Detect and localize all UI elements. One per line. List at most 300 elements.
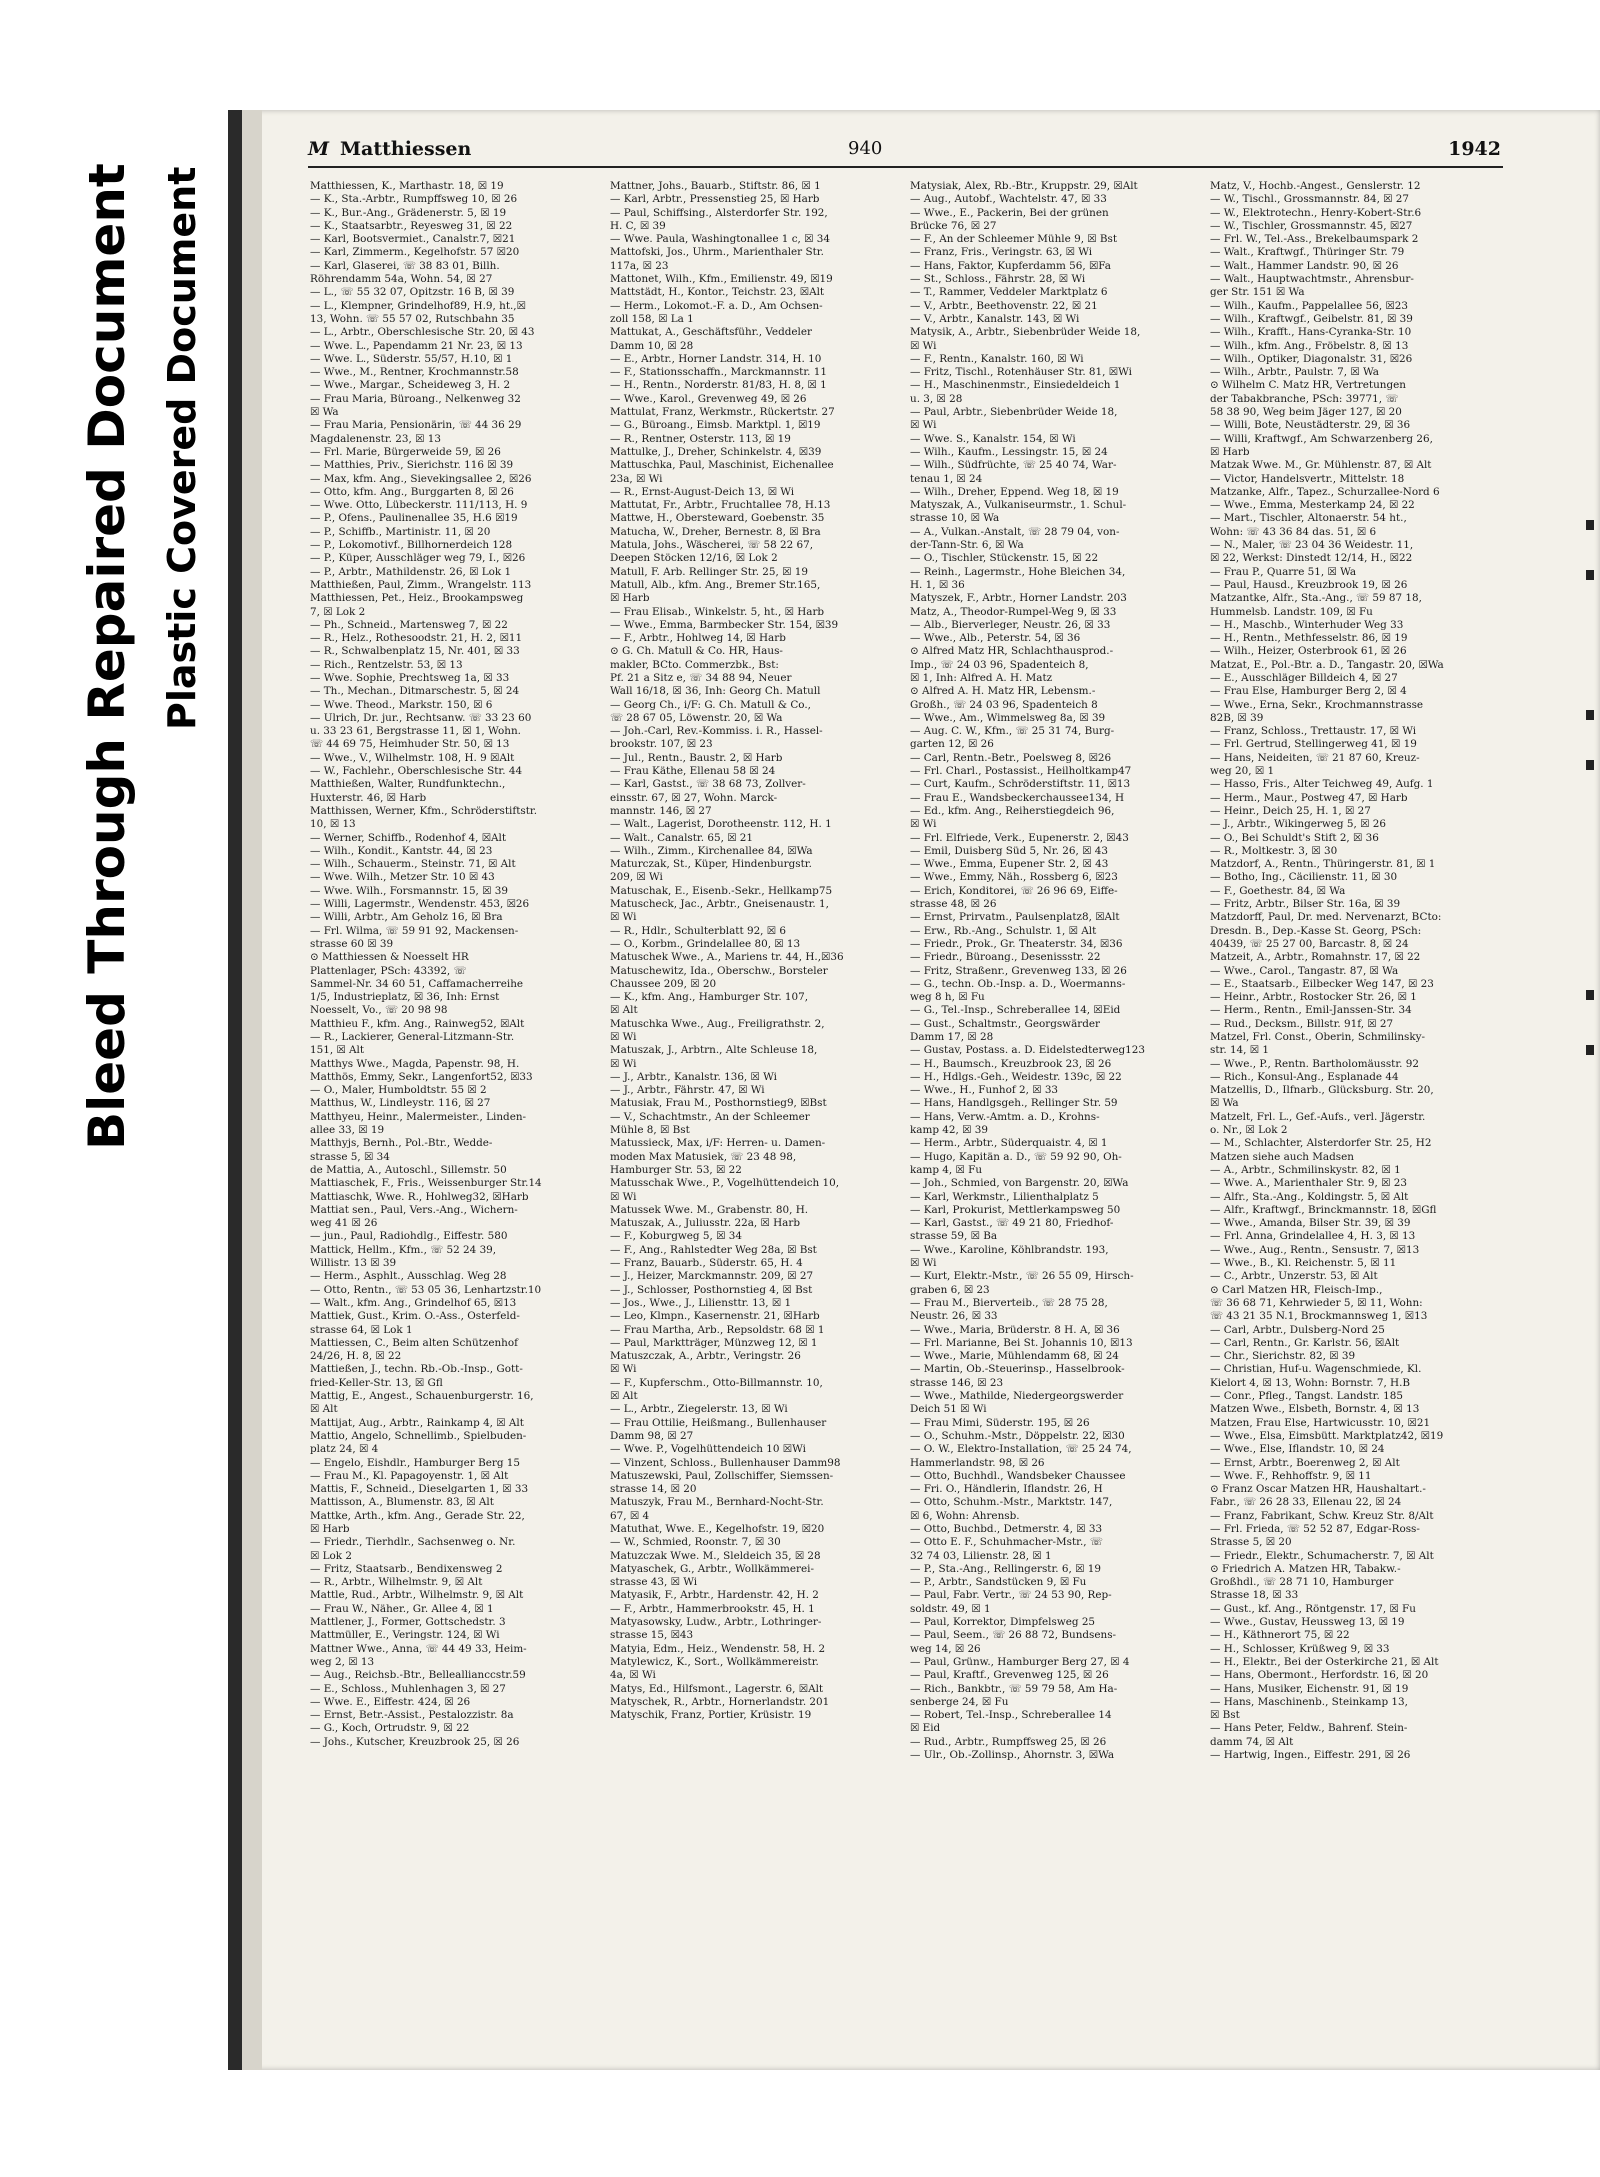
directory-entry-line: — Wwe., M., Rentner, Krochmannstr.58 bbox=[310, 366, 519, 379]
directory-entry-line: — Frau M., Kl. Papagoyenstr. 1, ☒ Alt bbox=[310, 1469, 509, 1482]
directory-entry-line: u. 33 23 61, Bergstrasse 11, ☒ 1, Wohn. bbox=[310, 725, 521, 738]
directory-entry-line: senberge 24, ☒ Fu bbox=[910, 1695, 1009, 1708]
directory-entry-line: Huxterstr. 46, ☒ Harb bbox=[310, 791, 427, 804]
directory-entry-line: Matuschak, E., Eisenb.-Sekr., Hellkamp75 bbox=[610, 884, 833, 897]
directory-entry-line: graben 6, ☒ 23 bbox=[910, 1283, 990, 1296]
directory-entry-line: 82B, ☒ 39 bbox=[1210, 711, 1264, 724]
directory-column-3 bbox=[910, 180, 1196, 2040]
directory-entry-line: — Frau Maria, Pensionärin, ☏ 44 36 29 bbox=[310, 419, 522, 432]
directory-entry-line: Matthießen, Paul, Zimm., Wrangelstr. 113 bbox=[310, 578, 532, 591]
directory-entry-line: Mattiek, Gust., Krim. O.-Ass., Osterfeld- bbox=[310, 1310, 520, 1323]
directory-entry-line: — Herm., Asphlt., Ausschlag. Weg 28 bbox=[310, 1270, 507, 1283]
directory-entry-line: Matthyjs, Bernh., Pol.-Btr., Wedde- bbox=[310, 1137, 493, 1150]
directory-entry-line: — H., Rentn., Norderstr. 81/83, H. 8, ☒ 1 bbox=[610, 379, 827, 392]
directory-entry-line: Matzellis, D., Ilfnarb., Glücksburg. Str. 20, bbox=[1210, 1084, 1434, 1097]
directory-entry-line: — H., Käthnerort 75, ☒ 22 bbox=[1210, 1629, 1350, 1642]
directory-entry-line: — Wwe., Aug., Rentn., Sensustr. 7, ☒13 bbox=[1210, 1243, 1420, 1256]
directory-entry-line: — Wwe., Alb., Peterstr. 54, ☒ 36 bbox=[910, 632, 1081, 645]
directory-entry-line: Matzen, Frau Else, Hartwicusstr. 10, ☒21 bbox=[1210, 1416, 1431, 1429]
directory-entry-line: — Frl. Frieda, ☏ 52 52 87, Edgar-Ross- bbox=[1210, 1522, 1420, 1535]
directory-entry-line: — Joh., Schmied, von Bargenstr. 20, ☒Wa bbox=[910, 1177, 1129, 1190]
directory-entry-line: Mattke, Arth., kfm. Ang., Gerade Str. 22, bbox=[310, 1509, 525, 1522]
directory-entry-line: 13, Wohn. ☏ 55 57 02, Rutschbahn 35 bbox=[310, 312, 515, 325]
repaired-document-label: Repaired Document bbox=[78, 163, 136, 721]
directory-entry-line: — Frau Mimi, Süderstr. 195, ☒ 26 bbox=[910, 1416, 1090, 1429]
directory-entry-line: — Conr., Pfleg., Tangst. Landstr. 185 bbox=[1210, 1390, 1403, 1403]
directory-entry-line: Matz, A., Theodor-Rumpel-Weg 9, ☒ 33 bbox=[910, 605, 1117, 618]
binding-gutter bbox=[228, 110, 242, 2070]
directory-entry-line: weg 41 ☒ 26 bbox=[310, 1217, 378, 1230]
directory-entry-line: — Ph., Schneid., Martensweg 7, ☒ 22 bbox=[310, 618, 508, 631]
directory-entry-line: — Heinr., Deich 25, H. 1, ☒ 27 bbox=[1210, 804, 1371, 817]
directory-entry-line: — Matthies, Priv., Sierichstr. 116 ☒ 39 bbox=[310, 459, 514, 472]
directory-entry-line: Matz, V., Hochb.-Angest., Genslerstr. 12 bbox=[1210, 180, 1421, 192]
directory-entry-line: — Wwe. P., Vogelhüttendeich 10 ☒Wi bbox=[610, 1443, 806, 1456]
directory-entry-line: Mattle, Rud., Arbtr., Wilhelmstr. 9, ☒ Alt bbox=[310, 1589, 524, 1602]
directory-entry-line: — O., Tischler, Stückenstr. 15, ☒ 22 bbox=[910, 552, 1099, 565]
directory-entry-line: ger Str. 151 ☒ Wa bbox=[1210, 286, 1305, 299]
directory-entry-line: kamp 4, ☒ Fu bbox=[910, 1163, 983, 1176]
directory-entry-line: — Hans, Faktor, Kupferdamm 56, ☒Fa bbox=[910, 259, 1111, 272]
directory-entry-line: Matuszewski, Paul, Zollschiffer, Siemssen- bbox=[610, 1469, 834, 1482]
directory-entry-line: — Wwe., E., Packerin, Bei der grünen bbox=[910, 206, 1109, 219]
directory-entry-line: — F., Ang., Rahlstedter Weg 28a, ☒ Bst bbox=[610, 1243, 817, 1256]
directory-entry-line: — Paul, Korrektor, Dimpfelsweg 25 bbox=[910, 1616, 1096, 1629]
directory-entry-line: — Frau M., Bierverteib., ☏ 28 75 28, bbox=[910, 1296, 1108, 1309]
directory-entry-line: — Botho, Ing., Cäcilienstr. 11, ☒ 30 bbox=[1210, 871, 1398, 884]
directory-entry-line: Hammerlandstr. 98, ☒ 26 bbox=[910, 1456, 1045, 1469]
directory-entry-line: — Wwe. Wilh., Metzer Str. 10 ☒ 43 bbox=[310, 871, 495, 884]
directory-entry-line: Mattiaschk, Wwe. R., Hohlweg32, ☒Harb bbox=[310, 1190, 529, 1203]
directory-entry-line: — H., Hdlgs.-Geh., Weidestr. 139c, ☒ 22 bbox=[910, 1070, 1122, 1083]
directory-entry-line: — Robert, Tel.-Insp., Schreberallee 14 bbox=[910, 1709, 1112, 1722]
directory-entry-line: — E., Schloss., Muhlenhagen 3, ☒ 27 bbox=[310, 1682, 506, 1695]
directory-entry-line: — F., Goethestr. 84, ☒ Wa bbox=[1210, 884, 1346, 897]
directory-entry-line: — Wwe., V., Wilhelmstr. 108, H. 9 ☒Alt bbox=[310, 751, 515, 764]
directory-entry-line: — Vinzent, Schloss., Bullenhauser Damm98 bbox=[610, 1456, 841, 1469]
directory-entry-line: ☒ Wi bbox=[610, 1057, 637, 1070]
directory-entry-line: Matuscheck, Jac., Arbtr., Gneisenaustr. 1, bbox=[610, 898, 829, 911]
directory-entry-line: — Otto E. F., Schuhmacher-Mstr., ☏ bbox=[910, 1536, 1103, 1549]
directory-entry-line: Matys, Ed., Hilfsmont., Lagerstr. 6, ☒Alt bbox=[610, 1682, 824, 1695]
directory-entry-line: ☒ Wi bbox=[610, 1031, 637, 1043]
plastic-covered-label: Plastic Covered Document bbox=[160, 166, 204, 730]
directory-entry-line: — Paul, Marktträger, Münzweg 12, ☒ 1 bbox=[610, 1336, 818, 1349]
directory-entry-line: — Karl, Gastst., ☏ 38 68 73, Zollver- bbox=[610, 778, 806, 791]
directory-entry-line: ☒ Harb bbox=[610, 592, 650, 605]
directory-entry-line: Mattutat, Fr., Arbtr., Fruchtallee 78, H.13 bbox=[610, 499, 831, 512]
directory-entry-line: — Otto, kfm. Ang., Burggarten 8, ☒ 26 bbox=[310, 485, 514, 498]
directory-entry-line: Matzen Wwe., Elsbeth, Bornstr. 4, ☒ 13 bbox=[1210, 1403, 1420, 1416]
directory-entry-line: — Friedr., Elektr., Schumacherstr. 7, ☒ Alt bbox=[1210, 1549, 1434, 1562]
directory-entry-line: — Walt., kfm. Ang., Grindelhof 65, ☒13 bbox=[310, 1296, 517, 1309]
directory-entry-line: Chaussee 209, ☒ 20 bbox=[610, 977, 717, 990]
directory-entry-line: — Wilh., Kraftwgf., Geibelstr. 81, ☒ 39 bbox=[1210, 312, 1413, 325]
directory-entry-line: — R., Rentner, Osterstr. 113, ☒ 19 bbox=[610, 432, 791, 445]
directory-entry-line: — Georg Ch., i/F: G. Ch. Matull & Co., bbox=[610, 698, 811, 711]
directory-entry-line: Magdalenenstr. 23, ☒ 13 bbox=[310, 432, 441, 445]
directory-entry-line: — W., Fachlehr., Oberschlesische Str. 44 bbox=[310, 765, 523, 778]
directory-entry-line: — Walt., Canalstr. 65, ☒ 21 bbox=[610, 831, 754, 844]
directory-entry-line: — R., Hdlr., Schulterblatt 92, ☒ 6 bbox=[610, 924, 787, 937]
directory-entry-line: — H., Schlosser, Krüßweg 9, ☒ 33 bbox=[1210, 1642, 1390, 1655]
directory-entry-line: — Gust., Schaltmstr., Georgswärder bbox=[910, 1017, 1100, 1030]
directory-entry-line: — Leo, Klmpn., Kasernenstr. 21, ☒Harb bbox=[610, 1310, 820, 1323]
directory-entry-line: — C., Arbtr., Unzerstr. 53, ☒ Alt bbox=[1210, 1270, 1378, 1283]
directory-entry-line: ☒ 6, Wohn: Ahrensb. bbox=[910, 1509, 1020, 1522]
directory-entry-line: mannstr. 146, ☒ 27 bbox=[610, 804, 712, 817]
directory-entry-line: — Frau Ottilie, Heißmang., Bullenhauser bbox=[610, 1416, 827, 1429]
directory-entry-line: — Wwe., Emmy, Näh., Rossberg 6, ☒23 bbox=[910, 871, 1118, 884]
directory-entry-line: — Friedr., Tierhdlr., Sachsenweg o. Nr. bbox=[310, 1536, 516, 1549]
directory-entry-line: — Willi, Arbtr., Am Geholz 16, ☒ Bra bbox=[310, 911, 503, 924]
directory-entry-line: de Mattia, A., Autoschl., Sillemstr. 50 bbox=[310, 1163, 507, 1176]
directory-entry-line: Mattlener, J., Former, Gottschedstr. 3 bbox=[310, 1616, 506, 1629]
directory-entry-line: Matylewicz, K., Sort., Wollkämmereistr. bbox=[610, 1655, 819, 1668]
directory-entry-line: Matthös, Emmy, Sekr., Langenfort52, ☒33 bbox=[310, 1070, 533, 1083]
directory-entry-line: — Wwe. L., Papendamm 21 Nr. 23, ☒ 13 bbox=[310, 339, 523, 352]
directory-entry-line: — L., Arbtr., Oberschlesische Str. 20, ☒ 43 bbox=[310, 326, 535, 339]
directory-entry-line: — Rich., Rentzelstr. 53, ☒ 13 bbox=[310, 658, 463, 671]
directory-entry-line: — Frau Maria, Büroang., Nelkenweg 32 bbox=[310, 392, 521, 405]
directory-entry-line: Matuschka Wwe., Aug., Freiligrathstr. 2, bbox=[610, 1017, 825, 1030]
directory-entry-line: 10, ☒ 13 bbox=[310, 818, 356, 831]
directory-entry-line: zoll 158, ☒ La 1 bbox=[610, 312, 694, 325]
directory-entry-line: strasse 14, ☒ 20 bbox=[610, 1483, 697, 1496]
directory-entry-line: — Wwe., Amanda, Bilser Str. 39, ☒ 39 bbox=[1210, 1217, 1411, 1230]
directory-entry-line: — Ernst, Betr.-Assist., Pestalozzistr. 8a bbox=[310, 1709, 514, 1722]
directory-entry-line: ☒ Wi bbox=[610, 1190, 637, 1203]
directory-entry-line: Matussek Wwe. M., Grabenstr. 80, H. bbox=[610, 1203, 809, 1216]
directory-entry-line: — G., techn. Ob.-Insp. a. D., Woermanns- bbox=[910, 977, 1126, 990]
directory-entry-line: — Karl, Arbtr., Pressenstieg 25, ☒ Harb bbox=[610, 193, 820, 206]
directory-entry-line: — Paul, Hausd., Kreuzbrook 19, ☒ 26 bbox=[1210, 578, 1408, 591]
directory-entry-line: ☒ 22, Werkst: Dinstedt 12/14, H., ☒22 bbox=[1210, 552, 1413, 565]
directory-entry-line: Matusiak, Frau M., Posthornstieg9, ☒Bst bbox=[610, 1097, 827, 1110]
directory-entry-line: — J., Arbtr., Wikingerweg 5, ☒ 26 bbox=[1210, 818, 1386, 831]
directory-entry-line: — F., Rentn., Kanalstr. 160, ☒ Wi bbox=[910, 352, 1084, 365]
directory-entry-line: Pf. 21 a Sitz e, ☏ 34 88 94, Neuer bbox=[610, 671, 792, 684]
directory-entry-line: Mattofski, Jos., Uhrm., Marienthaler Str. bbox=[610, 246, 824, 259]
directory-entry-line: allee 33, ☒ 19 bbox=[310, 1124, 385, 1137]
directory-entry-line: weg 20, ☒ 1 bbox=[1210, 765, 1275, 778]
directory-entry-line: — Jul., Rentn., Baustr. 2, ☒ Harb bbox=[610, 751, 783, 764]
directory-entry-line: strasse 5, ☒ 34 bbox=[310, 1150, 390, 1163]
directory-entry-line: — Franz, Bauarb., Süderstr. 65, H. 4 bbox=[610, 1257, 803, 1270]
directory-entry-line: ⊙ Wilhelm C. Matz HR, Vertretungen bbox=[1210, 379, 1406, 392]
directory-entry-line: — W., Tischler, Grossmannstr. 45, ☒27 bbox=[1210, 219, 1413, 232]
directory-entry-line: ☏ 28 67 05, Löwenstr. 20, ☒ Wa bbox=[610, 711, 783, 724]
directory-entry-line: — Walt., Hammer Landstr. 90, ☒ 26 bbox=[1210, 259, 1399, 272]
directory-entry-line: Wohn: ☏ 43 36 84 das. 51, ☒ 6 bbox=[1210, 525, 1377, 538]
directory-entry-line: 117a, ☒ 23 bbox=[610, 259, 669, 272]
directory-entry-line: — Christian, Huf-u. Wagenschmiede, Kl. bbox=[1210, 1363, 1422, 1376]
directory-entry-line: ☒ Lok 2 bbox=[310, 1549, 352, 1562]
directory-entry-line: Matthiessen, Pet., Heiz., Brookampsweg bbox=[310, 592, 524, 605]
directory-entry-line: — Hartwig, Ingen., Eiffestr. 291, ☒ 26 bbox=[1210, 1749, 1411, 1762]
directory-entry-line: Matthissen, Werner, Kfm., Schröderstiftstr. bbox=[310, 804, 538, 817]
directory-entry-line: 209, ☒ Wi bbox=[610, 871, 663, 884]
directory-entry-line: — Paul, Fabr. Vertr., ☏ 24 53 90, Rep- bbox=[910, 1589, 1112, 1602]
edge-mark bbox=[1586, 1045, 1594, 1055]
directory-entry-line: Matyia, Edm., Heiz., Wendenstr. 58, H. 2 bbox=[610, 1642, 826, 1655]
directory-entry-line: weg 2, ☒ 13 bbox=[310, 1655, 375, 1668]
directory-entry-line: Fabr., ☏ 26 28 33, Ellenau 22, ☒ 24 bbox=[1210, 1496, 1402, 1509]
directory-entry-line: ⊙ Alfred Matz HR, Schlachthausprod.- bbox=[910, 645, 1114, 658]
directory-entry-line: tenau 1, ☒ 24 bbox=[910, 472, 983, 485]
directory-entry-line: — Wwe., Gustav, Heussweg 13, ☒ 19 bbox=[1210, 1616, 1405, 1629]
directory-entry-line: — J., Arbtr., Fährstr. 47, ☒ Wi bbox=[610, 1084, 765, 1097]
directory-entry-line: — P., Schiffb., Martinistr. 11, ☒ 20 bbox=[310, 525, 491, 538]
directory-entry-line: — Wwe., Karoline, Köhlbrandstr. 193, bbox=[910, 1243, 1109, 1256]
directory-column-1 bbox=[310, 180, 596, 2040]
directory-entry-line: — H., Elektr., Bei der Osterkirche 21, ☒ Alt bbox=[1210, 1655, 1439, 1668]
directory-entry-line: — Reinh., Lagermstr., Hohe Bleichen 34, bbox=[910, 565, 1126, 578]
directory-entry-line: Mattiessen, C., Beim alten Schützenhof bbox=[310, 1336, 518, 1349]
directory-entry-line: Matzantke, Alfr., Sta.-Ang., ☏ 59 87 18, bbox=[1210, 592, 1422, 605]
directory-entry-line: Matusschak Wwe., P., Vogelhüttendeich 10, bbox=[610, 1177, 840, 1190]
directory-entry-line: Matyaschek, G., Arbtr., Wollkämmerei- bbox=[610, 1562, 815, 1575]
directory-entry-line: ☏ 36 68 71, Kehrwieder 5, ☒ 11, Wohn: bbox=[1210, 1296, 1423, 1309]
directory-entry-line: — Wwe. Sophie, Prechtsweg 1a, ☒ 33 bbox=[310, 671, 510, 684]
directory-entry-line: Matyszak, A., Vulkaniseurmstr., 1. Schul- bbox=[910, 499, 1127, 512]
directory-entry-line: brookstr. 107, ☒ 23 bbox=[610, 738, 713, 751]
directory-entry-line: ⊙ Friedrich A. Matzen HR, Tabakw.- bbox=[1210, 1562, 1401, 1575]
directory-entry-line: — Wwe., Elsa, Eimsbütt. Marktplatz42, ☒19 bbox=[1210, 1429, 1444, 1442]
directory-entry-line: — Frau P., Quarre 51, ☒ Wa bbox=[1210, 565, 1357, 578]
directory-entry-line: — Walt., Kraftwgf., Thüringer Str. 79 bbox=[1210, 246, 1405, 259]
directory-entry-line: Hummelsb. Landstr. 109, ☒ Fu bbox=[1210, 605, 1373, 618]
directory-entry-line: — Ulrich, Dr. jur., Rechtsanw. ☏ 33 23 60 bbox=[310, 711, 532, 724]
directory-entry-line: 23a, ☒ Wi bbox=[610, 472, 663, 485]
directory-entry-line: — Wilh., Schauerm., Steinstr. 71, ☒ Alt bbox=[310, 858, 516, 871]
directory-entry-line: Matull, F. Arb. Rellinger Str. 25, ☒ 19 bbox=[610, 565, 808, 578]
directory-entry-line: ☒ Harb bbox=[1210, 445, 1250, 458]
directory-column-2 bbox=[610, 180, 896, 2040]
directory-entry-line: — Wilh., Optiker, Diagonalstr. 31, ☒26 bbox=[1210, 352, 1413, 365]
directory-entry-line: 7, ☒ Lok 2 bbox=[310, 605, 366, 618]
edge-mark bbox=[1586, 710, 1594, 720]
directory-entry-line: — Wilh., Heizer, Osterbrook 61, ☒ 26 bbox=[1210, 645, 1407, 658]
directory-entry-line: str. 14, ☒ 1 bbox=[1210, 1044, 1269, 1057]
directory-entry-line: Matzanke, Alfr., Tapez., Schurzallee-Nord 6 bbox=[1210, 485, 1440, 498]
directory-entry-line: — Aug., Reichsb.-Btr., Belleallianccstr.59 bbox=[310, 1669, 526, 1682]
directory-entry-line: — Wilh., Arbtr., Paulstr. 7, ☒ Wa bbox=[1210, 366, 1379, 379]
directory-entry-line: Mattwe, H., Obersteward, Goebenstr. 35 bbox=[610, 512, 825, 525]
directory-entry-line: — Wwe. F., Rehhoffstr. 9, ☒ 11 bbox=[1210, 1469, 1372, 1482]
directory-entry-line: Matysik, A., Arbtr., Siebenbrüder Weide 18, bbox=[910, 326, 1141, 339]
directory-entry-line: — Franz, Schloss., Trettaustr. 17, ☒ Wi bbox=[1210, 725, 1417, 738]
directory-entry-line: — Frl. Wilma, ☏ 59 91 92, Mackensen- bbox=[310, 924, 519, 937]
directory-entry-line: Maturczak, St., Küper, Hindenburgstr. bbox=[610, 858, 812, 871]
directory-entry-line: — Emil, Duisberg Süd 5, Nr. 26, ☒ 43 bbox=[910, 844, 1108, 857]
directory-entry-line: — E., Ausschläger Billdeich 4, ☒ 27 bbox=[1210, 671, 1398, 684]
directory-entry-line: — F., Arbtr., Hohlweg 14, ☒ Harb bbox=[610, 632, 786, 645]
directory-entry-line: — Wilh., Zimm., Kirchenallee 84, ☒Wa bbox=[610, 844, 813, 857]
directory-entry-line: Hamburger Str. 53, ☒ 22 bbox=[610, 1163, 742, 1176]
directory-entry-line: — Frl. Marianne, Bei St. Johannis 10, ☒13 bbox=[910, 1336, 1133, 1349]
directory-entry-line: garten 12, ☒ 26 bbox=[910, 738, 994, 751]
directory-entry-line: — L., Klempner, Grindelhof89, H.9, ht.,☒ bbox=[310, 299, 526, 312]
directory-entry-line: — Frau Else, Hamburger Berg 2, ☒ 4 bbox=[1210, 685, 1407, 698]
directory-entry-line: 40439, ☏ 25 27 00, Barcastr. 8, ☒ 24 bbox=[1210, 937, 1409, 950]
directory-entry-line: — Karl, Bootsvermiet., Canalstr.7, ☒21 bbox=[310, 233, 516, 246]
directory-entry-line: — Hans, Obermont., Herfordstr. 16, ☒ 20 bbox=[1210, 1669, 1429, 1682]
directory-entry-line: — Frau Martha, Arb., Repsoldstr. 68 ☒ 1 bbox=[610, 1323, 825, 1336]
directory-entry-line: — Ed., kfm. Ang., Reiherstiegdeich 96, bbox=[910, 804, 1115, 817]
directory-entry-line: — Herm., Rentn., Emil-Janssen-Str. 34 bbox=[1210, 1004, 1412, 1017]
directory-page bbox=[288, 110, 1513, 2070]
directory-entry-line: Damm 10, ☒ 28 bbox=[610, 339, 694, 352]
directory-entry-line: Matuszczak, A., Arbtr., Veringstr. 26 bbox=[610, 1350, 801, 1363]
page-number: 940 bbox=[848, 138, 883, 159]
directory-entry-line: — Martin, Ob.-Steuerinsp., Hasselbrook- bbox=[910, 1363, 1125, 1376]
directory-entry-line: Matzdorf, A., Rentn., Thüringerstr. 81, ☒ 1 bbox=[1210, 858, 1436, 871]
directory-entry-line: — K., kfm. Ang., Hamburger Str. 107, bbox=[610, 991, 809, 1004]
directory-entry-line: — O., Schuhm.-Mstr., Döppelstr. 22, ☒30 bbox=[910, 1429, 1125, 1442]
directory-entry-line: — Hans, Handlgsgeh., Rellinger Str. 59 bbox=[910, 1097, 1118, 1110]
directory-entry-line: ☒ Wi bbox=[610, 1363, 637, 1376]
directory-entry-line: Dresdn. B., Dep.-Kasse St. Georg, PSch: bbox=[1210, 924, 1422, 937]
directory-entry-line: — R., Moltkestr. 3, ☒ 30 bbox=[1210, 844, 1338, 857]
bleed-through-label: Bleed Through Repaired Document bbox=[78, 163, 136, 1150]
directory-entry-line: — Aug. C. W., Kfm., ☏ 25 31 74, Burg- bbox=[910, 725, 1115, 738]
directory-entry-line: — W., Elektrotechn., Henry-Kobert-Str.6 bbox=[1210, 206, 1422, 219]
directory-entry-line: Mattner Wwe., Anna, ☏ 44 49 33, Heim- bbox=[310, 1642, 527, 1655]
directory-entry-line: — H., Maschinenmstr., Einsiedeldeich 1 bbox=[910, 379, 1121, 392]
directory-entry-line: — Willi, Lagermstr., Wendenstr. 453, ☒26 bbox=[310, 898, 530, 911]
directory-entry-line: — F., An der Schleemer Mühle 9, ☒ Bst bbox=[910, 233, 1118, 246]
directory-entry-line: — Wwe., H., Funhof 2, ☒ 33 bbox=[910, 1084, 1059, 1097]
directory-entry-line: — Kurt, Elektr.-Mstr., ☏ 26 55 09, Hirsch- bbox=[910, 1270, 1134, 1283]
directory-entry-line: — Alfr., Sta.-Ang., Koldingstr. 5, ☒ Alt bbox=[1210, 1190, 1409, 1203]
directory-entry-line: — Fri. O., Händlerin, Iflandstr. 26, H bbox=[910, 1483, 1103, 1496]
directory-entry-line: — Fritz, Arbtr., Bilser Str. 16a, ☒ 39 bbox=[1210, 898, 1401, 911]
directory-entry-line: Mattonet, Wilh., Kfm., Emilienstr. 49, ☒19 bbox=[610, 273, 833, 286]
directory-entry-line: ☒ Bst bbox=[1210, 1709, 1240, 1722]
directory-entry-line: Wall 16/18, ☒ 36, Inh: Georg Ch. Matull bbox=[610, 685, 821, 698]
directory-entry-line: — Paul, Schiffsing., Alsterdorfer Str. 192, bbox=[610, 206, 828, 219]
directory-entry-line: — Paul, Arbtr., Siebenbrüder Weide 18, bbox=[910, 406, 1118, 419]
directory-entry-line: — Curt, Kaufm., Schröderstiftstr. 11, ☒13 bbox=[910, 778, 1131, 791]
directory-entry-line: Imp., ☏ 24 03 96, Spadenteich 8, bbox=[910, 658, 1089, 671]
directory-entry-line: — R., Schwalbenplatz 15, Nr. 401, ☒ 33 bbox=[310, 645, 520, 658]
directory-entry-line: Brücke 76, ☒ 27 bbox=[910, 219, 997, 232]
directory-entry-line: — P., Ofens., Paulinenallee 35, H.6 ☒19 bbox=[310, 512, 518, 525]
directory-entry-line: — Wwe., Erna, Sekr., Krochmannstrasse bbox=[1210, 698, 1424, 711]
directory-entry-line: Mattick, Hellm., Kfm., ☏ 52 24 39, bbox=[310, 1243, 497, 1256]
edge-mark bbox=[1586, 990, 1594, 1000]
directory-entry-line: — L., ☏ 55 32 07, Opitzstr. 16 B, ☒ 39 bbox=[310, 286, 515, 299]
directory-entry-line: — R., Lackierer, General-Litzmann-Str. bbox=[310, 1031, 515, 1043]
directory-entry-line: — Wilh., Krafft., Hans-Cyranka-Str. 10 bbox=[1210, 326, 1412, 339]
directory-entry-line: — Herm., Arbtr., Süderquaistr. 4, ☒ 1 bbox=[910, 1137, 1108, 1150]
directory-entry-line: — Wwe., B., Kl. Reichenstr. 5, ☒ 11 bbox=[1210, 1257, 1397, 1270]
directory-entry-line: — E., Arbtr., Horner Landstr. 314, H. 10 bbox=[610, 352, 822, 365]
directory-entry-line: ⊙ G. Ch. Matull & Co. HR, Haus- bbox=[610, 645, 783, 658]
directory-entry-line: — Carl, Rentn., Gr. Karlstr. 56, ☒Alt bbox=[1210, 1336, 1400, 1349]
directory-entry-line: Mattiat sen., Paul, Vers.-Ang., Wichern- bbox=[310, 1203, 518, 1216]
directory-entry-line: — Frau W., Näher., Gr. Allee 4, ☒ 1 bbox=[310, 1602, 494, 1615]
directory-entry-line: Matthyeu, Heinr., Malermeister., Linden- bbox=[310, 1110, 527, 1123]
directory-entry-line: Mattio, Angelo, Schnellimb., Spielbuden- bbox=[310, 1429, 527, 1442]
directory-entry-line: Deepen Stöcken 12/16, ☒ Lok 2 bbox=[610, 552, 778, 565]
directory-entry-line: H. 1, ☒ 36 bbox=[910, 578, 965, 591]
directory-entry-line: — Wwe. A., Marienthaler Str. 9, ☒ 23 bbox=[1210, 1177, 1407, 1190]
directory-entry-line: strasse 146, ☒ 23 bbox=[910, 1376, 1004, 1389]
directory-entry-line: Mattießen, J., techn. Rb.-Ob.-Insp., Gott- bbox=[310, 1363, 523, 1376]
directory-entry-line: Matzel, Frl. Const., Oberin, Schmilinsky- bbox=[1210, 1031, 1426, 1043]
header-rule bbox=[308, 166, 1503, 168]
directory-entry-line: — R., Arbtr., Wilhelmstr. 9, ☒ Alt bbox=[310, 1576, 483, 1589]
directory-entry-line: — Willi, Kraftwgf., Am Schwarzenberg 26, bbox=[1210, 432, 1433, 445]
directory-entry-line: — Victor, Handelsvertr., Mittelstr. 18 bbox=[1210, 472, 1405, 485]
directory-entry-line: — Wwe. S., Kanalstr. 154, ☒ Wi bbox=[910, 432, 1076, 445]
directory-entry-line: — Ulr., Ob.-Zollinsp., Ahornstr. 3, ☒Wa bbox=[910, 1749, 1115, 1762]
directory-entry-line: — Frl. Anna, Grindelallee 4, H. 3, ☒ 13 bbox=[1210, 1230, 1416, 1243]
directory-entry-line: Matzen siehe auch Madsen bbox=[1210, 1150, 1354, 1163]
directory-entry-line: — Erich, Konditorei, ☏ 26 96 69, Eiffe- bbox=[910, 884, 1118, 897]
directory-entry-line: — Johs., Kutscher, Kreuzbrook 25, ☒ 26 bbox=[310, 1735, 520, 1748]
directory-entry-line: — Karl, Zimmerm., Kegelhofstr. 57 ☒20 bbox=[310, 246, 520, 259]
directory-entry-line: — Wwe., Emma, Mesterkamp 24, ☒ 22 bbox=[1210, 499, 1415, 512]
directory-entry-line: — jun., Paul, Radiohdlg., Eiffestr. 580 bbox=[310, 1230, 508, 1243]
directory-entry-line: — Rich., Konsul-Ang., Esplanade 44 bbox=[1210, 1070, 1399, 1083]
directory-entry-line: — K., Sta.-Arbtr., Rumpffsweg 10, ☒ 26 bbox=[310, 193, 518, 206]
edge-mark bbox=[1586, 570, 1594, 580]
directory-entry-line: — Mart., Tischler, Altonaerstr. 54 ht., bbox=[1210, 512, 1407, 525]
scanned-page bbox=[228, 110, 1600, 2070]
directory-entry-line: Mattuschka, Paul, Maschinist, Eichenallee bbox=[610, 459, 834, 472]
directory-entry-line: weg 14, ☒ 26 bbox=[910, 1642, 981, 1655]
directory-entry-line: Damm 17, ☒ 28 bbox=[910, 1031, 994, 1043]
adjacent-page-edge bbox=[1512, 110, 1600, 2070]
directory-entry-line: — Ernst, Prirvatm., Paulsenplatz8, ☒Alt bbox=[910, 911, 1120, 924]
directory-entry-line: ⊙ Carl Matzen HR, Fleisch-Imp., bbox=[1210, 1283, 1383, 1296]
directory-entry-line: — Wwe., Karol., Grevenweg 49, ☒ 26 bbox=[610, 392, 807, 405]
directory-entry-line: Matzak Wwe. M., Gr. Mühlenstr. 87, ☒ Alt bbox=[1210, 459, 1432, 472]
directory-entry-line: — Herm., Lokomot.-F. a. D., Am Ochsen- bbox=[610, 299, 823, 312]
directory-entry-line: — Engelo, Eishdlr., Hamburger Berg 15 bbox=[310, 1456, 521, 1469]
directory-entry-line: Matthys Wwe., Magda, Papenstr. 98, H. bbox=[310, 1057, 520, 1070]
directory-entry-line: Matyasik, F., Arbtr., Hardenstr. 42, H. 2 bbox=[610, 1589, 819, 1602]
directory-entry-line: — Herm., Maur., Postweg 47, ☒ Harb bbox=[1210, 791, 1408, 804]
directory-entry-line: — Otto, Schuhm.-Mstr., Marktstr. 147, bbox=[910, 1496, 1113, 1509]
directory-entry-line: ☒ Wi bbox=[610, 911, 637, 924]
directory-entry-line: Mattner, Johs., Bauarb., Stiftstr. 86, ☒ 1 bbox=[610, 180, 821, 192]
directory-entry-line: ☒ Alt bbox=[310, 1403, 338, 1416]
directory-entry-line: — Frl. Marie, Bürgerweide 59, ☒ 26 bbox=[310, 445, 501, 458]
directory-entry-line: — Willi, Bote, Neustädterstr. 29, ☒ 36 bbox=[1210, 419, 1411, 432]
directory-entry-line: ☏ 44 69 75, Heimhuder Str. 50, ☒ 13 bbox=[310, 738, 510, 751]
directory-entry-line: — Paul, Seem., ☏ 26 88 72, Bundsens- bbox=[910, 1629, 1117, 1642]
directory-entry-line: — Chr., Sierichstr. 82, ☒ 39 bbox=[1210, 1350, 1356, 1363]
directory-entry-line: — Wwe., Margar., Scheideweg 3, H. 2 bbox=[310, 379, 511, 392]
directory-entry-line: Deich 51 ☒ Wi bbox=[910, 1403, 987, 1416]
directory-entry-line: Matthießen, Walter, Rundfunktechn., bbox=[310, 778, 506, 791]
directory-entry-line: — Wwe., Emma, Eupener Str. 2, ☒ 43 bbox=[910, 858, 1109, 871]
directory-column-4 bbox=[1210, 180, 1496, 2040]
directory-entry-line: Damm 98, ☒ 27 bbox=[610, 1429, 694, 1442]
directory-entry-line: Willistr. 13 ☒ 39 bbox=[310, 1257, 397, 1270]
section-letter: M bbox=[308, 138, 330, 160]
directory-entry-line: — Rich., Bankbtr., ☏ 59 79 58, Am Ha- bbox=[910, 1682, 1118, 1695]
directory-entry-line: — Franz, Fris., Veringstr. 63, ☒ Wi bbox=[910, 246, 1093, 259]
directory-entry-line: — Wwe., Emma, Barmbecker Str. 154, ☒39 bbox=[610, 618, 839, 631]
directory-entry-line: strasse 48, ☒ 26 bbox=[910, 898, 997, 911]
directory-entry-line: Matthiessen, K., Marthastr. 18, ☒ 19 bbox=[310, 180, 504, 192]
directory-entry-line: — R., Ernst-August-Deich 13, ☒ Wi bbox=[610, 485, 795, 498]
